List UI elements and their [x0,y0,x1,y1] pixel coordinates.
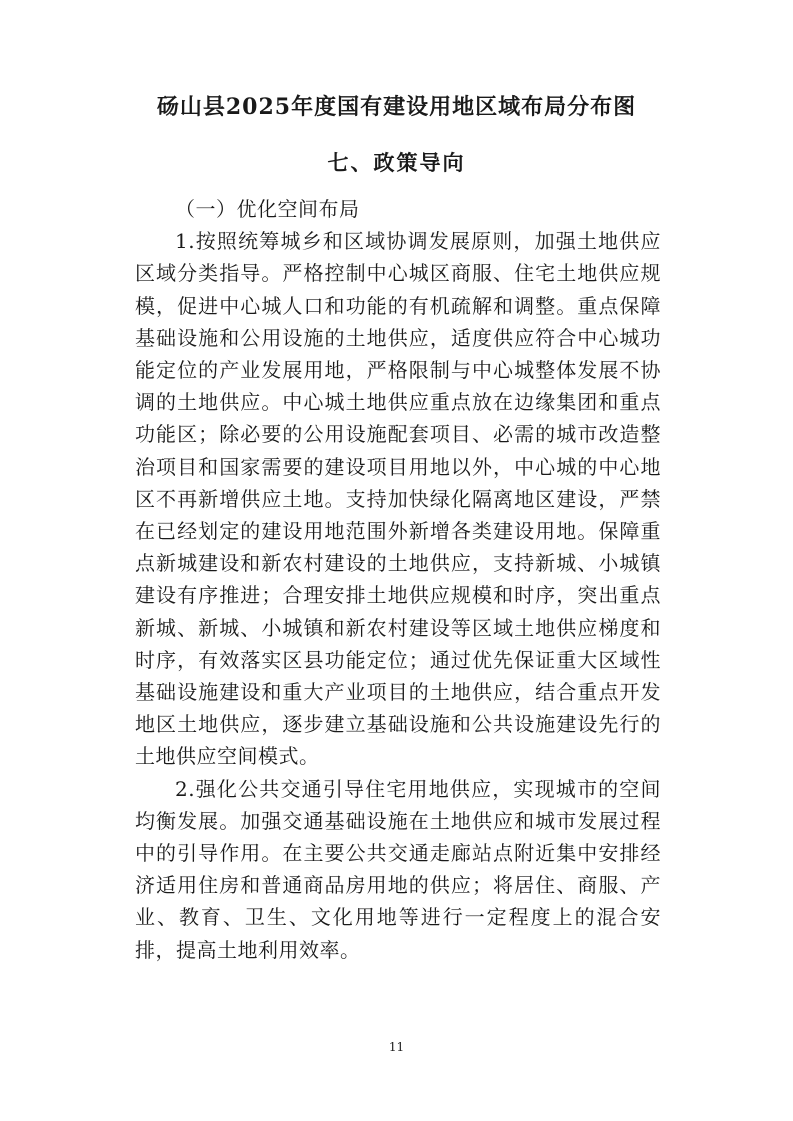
subsection-heading: （一）优化空间布局 [175,197,360,221]
body-text [135,193,661,966]
section-heading: 七、政策导向 [327,150,466,175]
document-title: 砀山县2025年度国有建设用地区域布局分布图 [156,94,637,120]
paragraph-1: 1.按照统筹城乡和区域协调发展原则，加强土地供应区域分类指导。严格控制中心城区商服、住宅土地供应规模，促进中心城人口和功能的有机疏解和调整。重点保障基础设施和公用设施的土地供应，适度供应符合中心城功能定位的产业发展用地，严格限制与中心城整体发展不协调的土地供应。中心城土地供应重点放在边缘集团和重点功能区；除必要的公用设施配套项目、必需的城市改造整治项目和国家需要的建设项目用地以外，中心城的中心地区不再新增供应土地。支持加快绿化隔离地区建设，严禁在已经划定的建设用地范围外新增各类建设用地。保障重点新城建设和新农村建设的土地供应，支持新城、小城镇建设有序推进；合理安排土地供应规模和时序，突出重点新城、新城、小城镇和新农村建设等区域土地供应梯度和时序，有效落实区县功能定位；通过优先保证重大区域性基础设施建设和重大产业项目的土地供应，结合重点开发地区土地供应，逐步建立基础设施和公共设施建设先行的土地供应空间模式。 [135,229,661,769]
paragraph-2: 2.强化公共交通引导住宅用地供应，实现城市的空间均衡发展。加强交通基础设施在土地供应和城市发展过程中的引导作用。在主要公共交通走廊站点附近集中安排经济适用住房和普通商品房用地的供应；将居住、商服、产业、教育、卫生、文化用地等进行一定程度上的混合安排，提高土地利用效率。 [135,776,661,962]
page-number: 11 [388,1040,405,1054]
